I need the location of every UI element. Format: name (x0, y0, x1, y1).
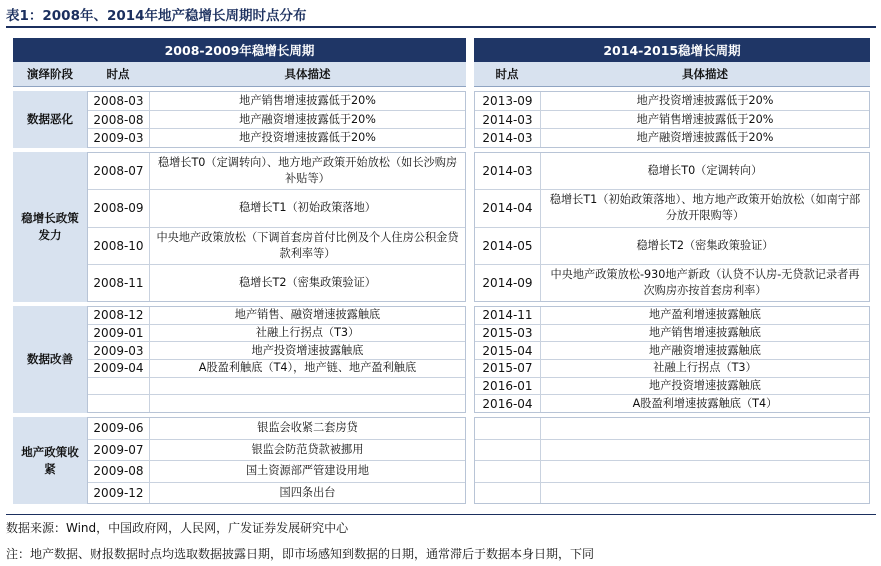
table-row (88, 395, 465, 412)
time-cell: 2016-04 (475, 395, 541, 412)
time-cell: 2008-08 (88, 111, 150, 129)
table-row (475, 325, 869, 343)
section-left (87, 91, 466, 148)
column-header-time-right: 时点 (474, 62, 540, 87)
table-row (475, 342, 869, 360)
time-cell: 2009-01 (88, 325, 150, 342)
table-row (475, 92, 869, 111)
footnote: 注：地产数据、财报数据时点均选取数据披露日期，即市场感知到数据的日期，通常滞后于数据本身日期，下同 (6, 547, 595, 561)
column-header-desc-right: 具体描述 (540, 62, 870, 87)
table-row (475, 378, 869, 396)
table-row (475, 228, 869, 265)
desc-cell: 地产销售增速披露低于20% (636, 112, 774, 126)
desc-cell: 地产融资增速披露低于20% (239, 112, 376, 126)
table-row (475, 307, 869, 325)
desc-cell: 稳增长T0（定调转向）、地方地产政策开始放松（如长沙购房补贴等） (157, 156, 458, 186)
time-cell: 2008-11 (88, 265, 150, 301)
timeline-table (13, 38, 869, 507)
time-cell: 2009-03 (88, 129, 150, 147)
table-title: 表1：2008年、2014年地产稳增长周期时点分布 (6, 8, 307, 24)
time-cell (88, 395, 150, 412)
table-row (88, 111, 465, 130)
time-cell: 2014-11 (475, 307, 541, 324)
desc-cell: 稳增长T2（密集政策验证） (636, 238, 774, 252)
time-cell: 2009-12 (88, 483, 150, 504)
desc-cell: 社融上行拐点（T3） (255, 326, 360, 339)
desc-cell: 中央地产政策放松-930地产新政（认贷不认房-无贷款记录者再次购房亦按首套房利率） (550, 267, 860, 297)
time-cell: 2015-07 (475, 360, 541, 377)
column-header-stage: 演绎阶段 (13, 62, 87, 87)
stage-label: 数据改善 (13, 306, 87, 413)
table-row (88, 92, 465, 111)
table-row (88, 360, 465, 378)
desc-cell: 稳增长T1（初始政策落地）、地方地产政策开始放松（如南宁部分放开限购等） (549, 193, 861, 223)
desc-cell: 中央地产政策放松（下调首套房首付比例及个人住房公积金贷款利率等） (156, 230, 459, 260)
desc-cell: 地产投资增速披露低于20% (239, 131, 376, 145)
desc-cell: A股盈利增速披露触底（T4） (632, 396, 778, 410)
table-row (88, 265, 465, 301)
desc-cell (541, 461, 869, 482)
table-row (88, 378, 465, 396)
table-row (475, 129, 869, 147)
section-left (87, 306, 466, 413)
time-cell: 2008-10 (88, 228, 150, 264)
desc-cell: 地产盈利增速披露触底 (649, 308, 761, 322)
time-cell: 2014-04 (475, 190, 541, 226)
table-row (475, 461, 869, 483)
table-row (475, 153, 869, 190)
source-note: 数据来源：Wind，中国政府网，人民网，广发证券发展研究中心 (6, 521, 349, 535)
table-row (475, 395, 869, 412)
desc-cell: 地产投资增速披露触底 (649, 379, 761, 393)
desc-cell: 地产投资增速披露低于20% (636, 93, 774, 107)
section-right (474, 91, 870, 148)
stage-label: 稳增长政策发力 (13, 152, 87, 302)
section-right (474, 306, 870, 413)
footer-rule (6, 514, 876, 515)
time-cell: 2009-06 (88, 418, 150, 439)
table-row (88, 228, 465, 265)
column-header-desc-left: 具体描述 (149, 62, 466, 87)
time-cell: 2014-03 (475, 111, 541, 129)
table-row (88, 190, 465, 227)
time-cell: 2015-03 (475, 325, 541, 342)
time-cell (475, 483, 541, 504)
desc-cell: 地产销售、融资增速披露触底 (234, 308, 381, 322)
period-header-left: 2008-2009年稳增长周期 (13, 38, 466, 62)
desc-cell: A股盈利触底（T4），地产链、地产盈利触底 (198, 361, 417, 375)
desc-cell: 银监会收紧二套房贷 (257, 421, 358, 435)
desc-cell: 地产融资增速披露触底 (649, 343, 761, 357)
table-row (475, 360, 869, 378)
desc-cell: 国四条出台 (279, 485, 336, 499)
column-header-time-left: 时点 (87, 62, 149, 87)
table-row (88, 342, 465, 360)
table-row (475, 418, 869, 440)
desc-cell: 地产销售增速披露低于20% (239, 93, 376, 107)
time-cell: 2014-09 (475, 265, 541, 301)
title-rule (6, 26, 876, 28)
desc-cell: 国土资源部严管建设用地 (245, 464, 370, 478)
section-right (474, 152, 870, 302)
table-row (88, 153, 465, 190)
desc-cell (150, 378, 465, 395)
table-row (88, 440, 465, 462)
time-cell: 2014-03 (475, 129, 541, 147)
desc-cell: 地产融资增速披露低于20% (636, 131, 774, 145)
table-row (88, 129, 465, 147)
time-cell: 2013-09 (475, 92, 541, 110)
section-right (474, 417, 870, 504)
time-cell (475, 461, 541, 482)
time-cell (475, 418, 541, 439)
desc-cell (541, 483, 869, 504)
desc-cell (541, 440, 869, 461)
table-row (88, 483, 465, 504)
time-cell: 2008-03 (88, 92, 150, 110)
table-row (88, 325, 465, 343)
stage-label: 地产政策收紧 (13, 417, 87, 504)
desc-cell (541, 418, 869, 439)
table-row (88, 307, 465, 325)
stage-label: 数据恶化 (13, 91, 87, 148)
desc-cell: 稳增长T1（初始政策落地） (238, 201, 376, 215)
desc-cell: 社融上行拐点（T3） (653, 361, 757, 375)
time-cell: 2008-07 (88, 153, 150, 189)
period-header-right: 2014-2015稳增长周期 (474, 38, 870, 62)
time-cell: 2014-05 (475, 228, 541, 264)
time-cell: 2009-04 (88, 360, 150, 377)
desc-cell (150, 395, 465, 412)
time-cell: 2008-12 (88, 307, 150, 324)
desc-cell: 稳增长T0（定调转向） (647, 164, 763, 178)
time-cell: 2009-07 (88, 440, 150, 461)
desc-cell: 地产销售增速披露触底 (649, 326, 761, 339)
table-row (88, 461, 465, 483)
time-cell: 2008-09 (88, 190, 150, 226)
desc-cell: 稳增长T2（密集政策验证） (238, 275, 376, 289)
table-row (475, 265, 869, 301)
time-cell: 2014-03 (475, 153, 541, 189)
table-row (475, 111, 869, 130)
section-left (87, 417, 466, 504)
time-cell: 2015-04 (475, 342, 541, 359)
table-row (88, 418, 465, 440)
table-row (475, 483, 869, 504)
desc-cell: 地产投资增速披露触底 (251, 343, 364, 357)
time-cell (475, 440, 541, 461)
time-cell: 2009-03 (88, 342, 150, 359)
table-row (475, 440, 869, 462)
time-cell (88, 378, 150, 395)
section-left (87, 152, 466, 302)
time-cell: 2009-08 (88, 461, 150, 482)
time-cell: 2016-01 (475, 378, 541, 395)
desc-cell: 银监会防范贷款被挪用 (251, 442, 364, 456)
table-row (475, 190, 869, 227)
